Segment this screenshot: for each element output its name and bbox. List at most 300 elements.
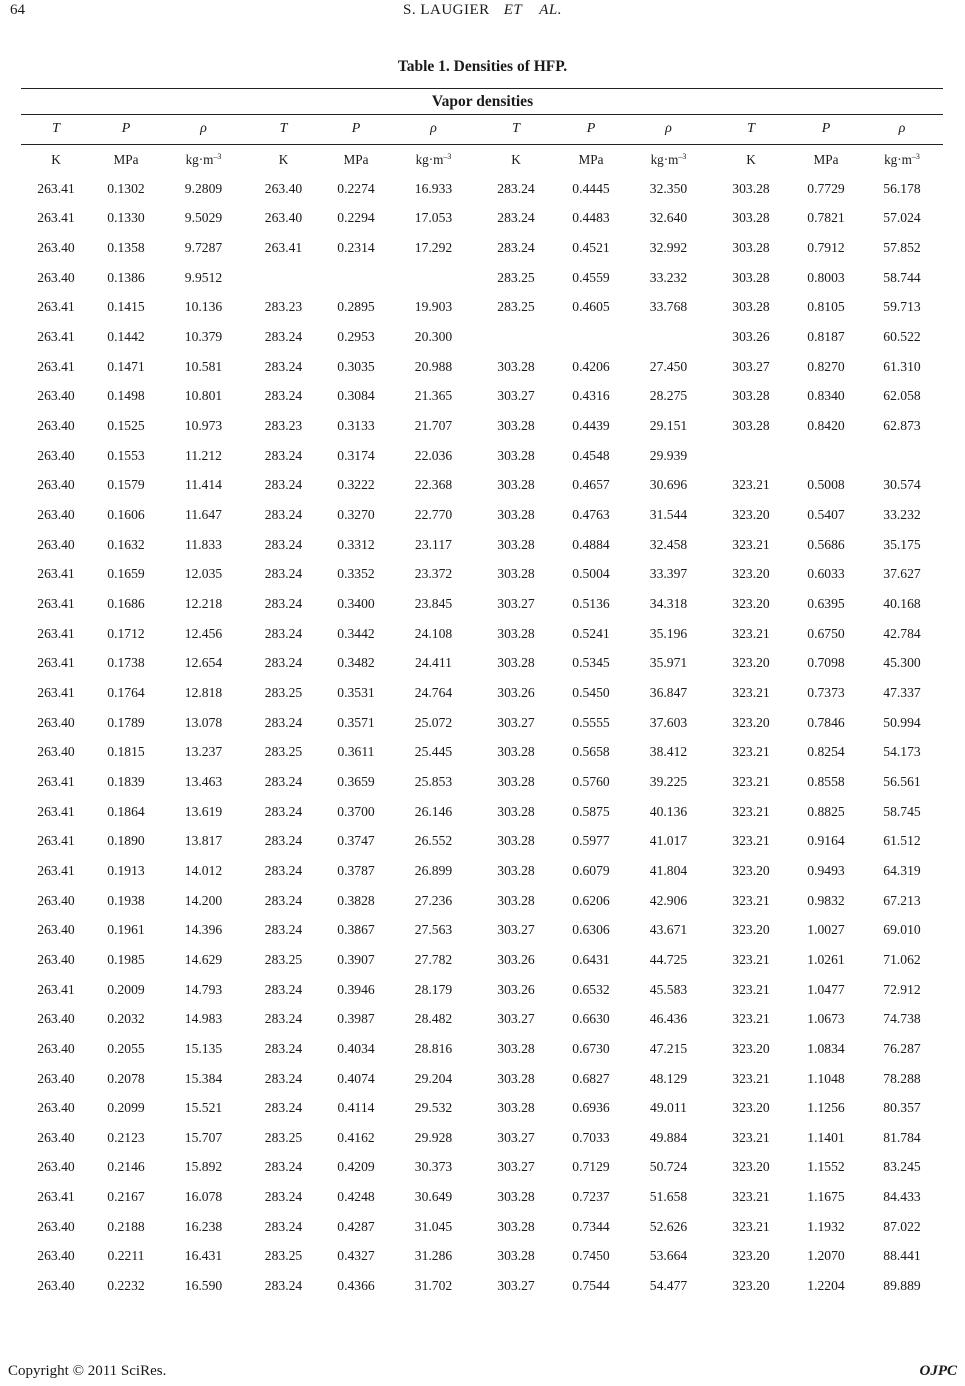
table-cell: 0.3482 (337, 655, 375, 671)
table-cell: 303.28 (497, 625, 535, 641)
table-cell: 80.357 (883, 1100, 921, 1116)
table-cell: 0.2211 (107, 1248, 145, 1264)
table-cell: 16.933 (414, 180, 453, 196)
copyright: Copyright © 2011 SciRes. (8, 1363, 167, 1379)
table-cell: 23.117 (415, 536, 452, 552)
table-cell: 57.024 (883, 210, 921, 226)
table-cell: 27.450 (649, 358, 688, 374)
table-cell: 38.412 (649, 744, 688, 760)
table-cell: 303.28 (497, 447, 535, 463)
table-cell: 13.619 (184, 803, 223, 819)
table-cell: 36.847 (649, 684, 688, 700)
table-row (21, 1242, 943, 1272)
table-cell: 303.28 (497, 1248, 535, 1264)
table-row (21, 1212, 943, 1242)
table-cell: 303.28 (497, 477, 535, 493)
table-cell: 263.41 (37, 180, 75, 196)
table-cell: 283.24 (264, 714, 303, 730)
table-cell: 263.40 (37, 269, 75, 285)
table-row (21, 1153, 943, 1183)
table-cell: 323.20 (732, 655, 770, 671)
table-cell: 69.010 (883, 922, 921, 938)
table-row (21, 500, 943, 530)
table-cell: 0.1525 (107, 418, 145, 434)
unit-exponent: –3 (443, 151, 452, 161)
table-row (21, 382, 943, 412)
table-cell: 0.5004 (572, 566, 610, 582)
table-cell: 56.178 (883, 180, 921, 196)
table-cell: 0.8270 (807, 358, 845, 374)
table-cell: 1.0477 (807, 981, 845, 997)
table-cell: 0.3084 (337, 388, 375, 404)
table-cell: 303.28 (732, 418, 770, 434)
table-cell: 283.24 (264, 773, 303, 789)
table-row (21, 1123, 943, 1153)
table-cell (246, 263, 321, 293)
table-cell: 0.3270 (337, 507, 375, 523)
table-cell: 0.8105 (807, 299, 845, 315)
table-cell: 283.24 (264, 1011, 303, 1027)
unit-header: $kg\cdot m^{-3}$ (884, 151, 920, 167)
table-row (21, 856, 943, 886)
table-cell: 54.477 (649, 1278, 688, 1294)
table-cell: 0.8254 (807, 744, 845, 760)
table-cell: 263.41 (37, 684, 75, 700)
unit-header: MPa (578, 151, 604, 167)
table-cell: 0.1471 (107, 358, 145, 374)
table-cell: 53.664 (649, 1248, 688, 1264)
table-cell: 323.21 (732, 981, 770, 997)
table-cell: 0.1890 (107, 833, 145, 849)
table-row (21, 441, 943, 471)
table-cell: 11.414 (185, 477, 222, 493)
table-cell: 27.782 (414, 951, 453, 967)
table-cell: 0.3867 (337, 922, 375, 938)
table-cell: 1.1256 (807, 1100, 845, 1116)
table-cell: 83.245 (883, 1159, 921, 1175)
table-cell: 0.1498 (107, 388, 145, 404)
unit-header: K (511, 151, 521, 167)
table-cell: 0.5407 (807, 507, 845, 523)
table-cell: 39.225 (649, 773, 688, 789)
table-cell: 323.20 (732, 1278, 770, 1294)
table-cell (391, 263, 476, 293)
table-cell: 323.20 (732, 714, 770, 730)
table-cell: 263.40 (37, 744, 75, 760)
table-cell: 0.3828 (337, 892, 375, 908)
table-cell: 32.458 (649, 536, 688, 552)
table-row (21, 471, 943, 501)
table-row (21, 233, 943, 263)
symbol-header: ρ (898, 121, 906, 136)
table-cell: 303.27 (497, 1011, 535, 1027)
table-cell: 0.4206 (572, 358, 610, 374)
table-cell: 303.28 (732, 210, 770, 226)
table-cell: 10.379 (184, 329, 223, 345)
table-cell: 283.24 (264, 1070, 303, 1086)
table-cell: 29.204 (414, 1070, 453, 1086)
table-cell: 0.6431 (572, 951, 610, 967)
table-cell: 14.793 (184, 981, 223, 997)
table-cell: 29.151 (649, 418, 688, 434)
table-cell: 283.25 (497, 299, 535, 315)
table-cell: 283.24 (264, 329, 303, 345)
table-cell: 25.445 (414, 744, 453, 760)
table-cell: 30.649 (414, 1189, 453, 1205)
table-cell: 283.24 (264, 1218, 303, 1234)
table-cell: 263.40 (264, 180, 303, 196)
table-cell: 0.6395 (807, 596, 845, 612)
table-cell: 0.8003 (807, 269, 845, 285)
table-cell: 0.3133 (337, 418, 375, 434)
table-cell: 50.724 (649, 1159, 688, 1175)
table-top-rule (21, 88, 943, 89)
symbol-header: P (586, 121, 596, 136)
table-cell: 11.212 (185, 447, 222, 463)
table-cell: 283.24 (264, 862, 303, 878)
table-cell: 47.337 (883, 684, 921, 700)
table-cell: 0.3787 (337, 862, 375, 878)
table-cell: 45.583 (649, 981, 688, 997)
table-cell: 1.1552 (807, 1159, 845, 1175)
table-cell: 0.7344 (572, 1218, 610, 1234)
table-cell: 0.1606 (107, 507, 145, 523)
table-cell: 54.173 (883, 744, 921, 760)
table-cell: 303.28 (497, 1189, 535, 1205)
table-cell: 17.292 (414, 240, 453, 256)
table-cell: 31.702 (414, 1278, 453, 1294)
table-cell: 303.26 (732, 329, 770, 345)
table-cell: 0.4605 (572, 299, 610, 315)
table-cell: 26.899 (414, 862, 453, 878)
journal-name: OJPC (919, 1363, 957, 1379)
table-cell: 44.725 (649, 951, 688, 967)
table-cell: 0.1442 (107, 329, 145, 345)
table-cell: 32.350 (649, 180, 688, 196)
table-cell: 0.4287 (337, 1218, 375, 1234)
table-cell: 11.647 (185, 507, 222, 523)
table-cell: 27.563 (414, 922, 453, 938)
table-cell: 0.1764 (107, 684, 145, 700)
table-cell: 0.5555 (572, 714, 610, 730)
table-row (21, 589, 943, 619)
running-head-author: S. LAUGIER (403, 2, 490, 18)
table-cell: 263.41 (37, 655, 75, 671)
table-cell: 10.136 (184, 299, 223, 315)
table-cell: 263.41 (37, 981, 75, 997)
symbol-header: T (747, 121, 755, 136)
table-cell: 0.4559 (572, 269, 610, 285)
table-cell: 303.28 (497, 418, 535, 434)
table-cell: 0.1864 (107, 803, 145, 819)
table-row (21, 826, 943, 856)
table-cell: 30.574 (883, 477, 921, 493)
table-cell: 26.552 (414, 833, 453, 849)
table-cell: 33.232 (883, 507, 921, 523)
table-cell: 11.833 (185, 536, 222, 552)
table-cell: 50.994 (883, 714, 921, 730)
table-cell: 1.0261 (807, 951, 845, 967)
table-cell: 0.1961 (107, 922, 145, 938)
table-cell: 16.238 (184, 1218, 223, 1234)
table-cell: 62.058 (883, 388, 921, 404)
table-cell: 33.768 (649, 299, 688, 315)
table-cell: 14.012 (184, 862, 223, 878)
table-cell: 56.561 (883, 773, 921, 789)
table-cell: 0.2188 (107, 1218, 145, 1234)
table-cell: 263.41 (37, 358, 75, 374)
table-cell: 303.28 (497, 1040, 535, 1056)
table-cell: 0.8187 (807, 329, 845, 345)
table-cell: 283.24 (497, 180, 535, 196)
table-cell: 41.017 (649, 833, 688, 849)
table-cell: 1.1675 (807, 1189, 845, 1205)
table-cell: 0.1839 (107, 773, 145, 789)
table-cell: 0.6532 (572, 981, 610, 997)
table-cell: 0.2274 (337, 180, 375, 196)
table-cell: 0.1712 (107, 625, 145, 641)
table-cell: 0.4548 (572, 447, 610, 463)
table-cell: 0.4763 (572, 507, 610, 523)
table-cell: 263.41 (37, 625, 75, 641)
table-cell: 303.27 (497, 714, 535, 730)
table-cell: 10.581 (184, 358, 223, 374)
table-cell: 0.6750 (807, 625, 845, 641)
table-row (21, 1064, 943, 1094)
unit-header: K (51, 151, 61, 167)
table-cell: 0.3312 (337, 536, 375, 552)
table-cell: 283.25 (264, 744, 303, 760)
table-cell: 46.436 (649, 1011, 688, 1027)
symbol-header: T (279, 121, 288, 136)
table-cell: 0.4316 (572, 388, 610, 404)
table-cell: 263.40 (37, 1159, 75, 1175)
table-cell: 263.40 (37, 388, 75, 404)
symbol-header: P (351, 121, 361, 136)
table-cell: 0.4521 (572, 240, 610, 256)
table-cell: 24.411 (415, 655, 452, 671)
table-cell: 0.7729 (807, 180, 845, 196)
unit-header: $kg\cdot m^{-3}$ (185, 151, 222, 167)
table-row (21, 1004, 943, 1034)
table-cell: 0.6630 (572, 1011, 610, 1027)
table-cell: 303.28 (497, 507, 535, 523)
unit-exponent: –3 (213, 151, 222, 161)
table-cell: 30.696 (649, 477, 688, 493)
table-cell: 303.28 (732, 240, 770, 256)
table-cell: 0.9832 (807, 892, 845, 908)
table-cell: 263.40 (37, 477, 75, 493)
table-cell: 0.1579 (107, 477, 145, 493)
table-cell: 64.319 (883, 862, 921, 878)
table-cell: 263.41 (37, 299, 75, 315)
table-body (21, 174, 943, 1301)
table-cell: 72.912 (883, 981, 921, 997)
table-row (21, 411, 943, 441)
table-cell: 323.20 (732, 1159, 770, 1175)
table-cell (626, 322, 711, 352)
density-table (21, 113, 943, 1301)
table-cell: 0.1938 (107, 892, 145, 908)
table-cell: 57.852 (883, 240, 921, 256)
page-number: 64 (10, 2, 25, 18)
table-cell: 323.20 (732, 862, 770, 878)
table-cell: 0.4209 (337, 1159, 375, 1175)
table-cell: 263.41 (37, 210, 75, 226)
table-cell: 81.784 (883, 1129, 921, 1145)
table-cell: 0.4162 (337, 1129, 375, 1145)
table-cell: 0.3659 (337, 773, 375, 789)
table-cell: 323.21 (732, 833, 770, 849)
unit-exponent: –3 (678, 151, 687, 161)
table-cell: 16.078 (184, 1189, 223, 1205)
table-cell: 48.129 (649, 1070, 688, 1086)
table-cell: 0.4114 (337, 1100, 375, 1116)
table-cell: 10.801 (184, 388, 223, 404)
table-cell: 22.368 (414, 477, 453, 493)
table-cell: 263.40 (37, 1218, 75, 1234)
table-cell: 28.275 (649, 388, 688, 404)
table-cell: 0.3700 (337, 803, 375, 819)
unit-header: MPa (343, 151, 369, 167)
table-cell: 0.2294 (337, 210, 375, 226)
table-cell: 0.5345 (572, 655, 610, 671)
table-cell: 263.41 (37, 1189, 75, 1205)
table-cell: 0.7912 (807, 240, 845, 256)
table-cell: 24.764 (414, 684, 453, 700)
table-cell: 283.25 (497, 269, 535, 285)
table-cell: 323.21 (732, 744, 770, 760)
table-cell: 28.179 (414, 981, 453, 997)
table-row (21, 352, 943, 382)
symbol-row (21, 113, 943, 145)
symbol-header: P (821, 121, 831, 136)
table-cell: 263.40 (37, 418, 75, 434)
symbol-header: ρ (665, 121, 672, 136)
table-cell: 16.590 (184, 1278, 223, 1294)
table-cell: 283.24 (264, 477, 303, 493)
table-row (21, 1182, 943, 1212)
table-cell: 303.27 (497, 388, 535, 404)
table-row (21, 649, 943, 679)
table-cell: 30.373 (414, 1159, 453, 1175)
table-cell: 10.973 (184, 418, 223, 434)
table-cell: 13.078 (184, 714, 223, 730)
table-row (21, 619, 943, 649)
table-cell: 303.28 (497, 744, 535, 760)
table-cell: 71.062 (883, 951, 921, 967)
table-cell: 283.24 (264, 625, 303, 641)
table-cell: 0.7237 (572, 1189, 610, 1205)
table-cell: 323.20 (732, 1040, 770, 1056)
table-cell: 33.232 (649, 269, 688, 285)
unit-header: $kg\cdot m^{-3}$ (650, 151, 687, 167)
table-cell: 263.41 (37, 566, 75, 582)
table-cell: 0.4439 (572, 418, 610, 434)
table-cell (556, 322, 626, 352)
table-cell: 14.983 (184, 1011, 223, 1027)
table-cell (321, 263, 391, 293)
table-cell: 0.6033 (807, 566, 845, 582)
table-cell: 323.20 (732, 1248, 770, 1264)
table-row (21, 174, 943, 204)
table-cell: 0.1553 (107, 447, 145, 463)
table-cell: 263.40 (37, 714, 75, 730)
table-cell: 22.036 (414, 447, 453, 463)
table-cell: 0.2032 (107, 1011, 145, 1027)
table-cell: 0.1302 (107, 180, 145, 196)
table-cell: 0.3442 (337, 625, 375, 641)
table-cell: 41.804 (649, 862, 688, 878)
table-cell: 24.108 (414, 625, 453, 641)
table-cell: 283.24 (264, 447, 303, 463)
table-cell: 0.3907 (337, 951, 375, 967)
table-cell: 35.971 (649, 655, 688, 671)
table-cell: 40.168 (883, 596, 921, 612)
table-cell: 303.28 (732, 388, 770, 404)
table-row (21, 975, 943, 1005)
table-cell: 283.24 (264, 1100, 303, 1116)
table-cell: 263.40 (37, 1070, 75, 1086)
unit-header: MPa (813, 151, 839, 167)
table-cell: 263.40 (37, 1040, 75, 1056)
table-cell: 303.28 (497, 536, 535, 552)
table-cell: 283.24 (264, 388, 303, 404)
table-cell: 303.27 (497, 922, 535, 938)
table-cell: 283.24 (264, 536, 303, 552)
table-cell: 34.318 (649, 596, 688, 612)
table-cell: 0.3174 (337, 447, 375, 463)
table-cell: 0.5977 (572, 833, 610, 849)
table-cell: 323.21 (732, 684, 770, 700)
running-head-al: AL. (539, 2, 562, 18)
table-cell: 323.21 (732, 773, 770, 789)
running-head-et: ET (503, 2, 523, 18)
table-cell: 14.629 (184, 951, 223, 967)
symbol-header: ρ (430, 121, 437, 136)
table-row (21, 1034, 943, 1064)
table-cell: 42.784 (883, 625, 921, 641)
table-cell: 9.5029 (184, 210, 223, 226)
table-cell: 303.26 (497, 981, 535, 997)
table-cell: 263.40 (37, 892, 75, 908)
table-cell: 263.40 (37, 240, 75, 256)
table-cell: 0.2895 (337, 299, 375, 315)
table-cell: 303.28 (497, 1100, 535, 1116)
table-cell: 12.456 (184, 625, 223, 641)
table-cell: 323.21 (732, 536, 770, 552)
table-cell: 0.4074 (337, 1070, 375, 1086)
table-cell (861, 441, 943, 471)
table-cell: 283.24 (264, 803, 303, 819)
table-cell: 61.310 (883, 358, 921, 374)
table-cell: 1.2070 (807, 1248, 845, 1264)
table-cell: 29.928 (414, 1129, 453, 1145)
table-cell: 323.21 (732, 1129, 770, 1145)
table-cell: 29.532 (414, 1100, 453, 1116)
symbol-header: T (512, 121, 520, 136)
table-cell: 263.41 (37, 329, 75, 345)
table-row (21, 945, 943, 975)
table-cell: 263.40 (37, 1129, 75, 1145)
table-cell: 303.28 (497, 655, 535, 671)
table-cell: 263.41 (37, 862, 75, 878)
symbol-header: T (52, 121, 60, 136)
table-cell: 32.640 (649, 210, 688, 226)
table-cell: 0.6936 (572, 1100, 610, 1116)
table-cell: 263.41 (264, 240, 303, 256)
table-cell: 283.24 (264, 1278, 303, 1294)
